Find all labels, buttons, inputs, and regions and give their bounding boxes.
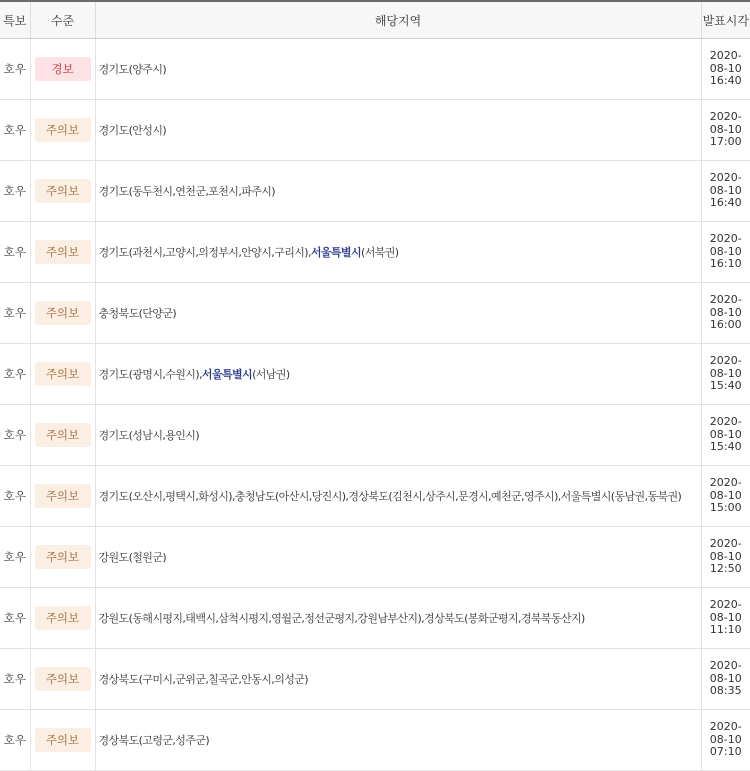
table-body	[0, 39, 750, 771]
level-cell	[30, 283, 95, 344]
warning-type: 호우	[0, 283, 30, 344]
warning-type: 호우	[0, 405, 30, 466]
region-text: 경기도(광명시,수원시),	[99, 368, 202, 381]
issue-year: 2020-	[702, 599, 750, 612]
table-row	[0, 466, 750, 527]
region-cell	[95, 466, 701, 527]
region-cell	[95, 527, 701, 588]
region-cell	[95, 283, 701, 344]
table-row	[0, 405, 750, 466]
level-badge: 주의보	[35, 545, 91, 569]
warning-type: 호우	[0, 222, 30, 283]
issue-date: 08-10	[702, 673, 750, 686]
region-text: 충청북도(단양군)	[99, 307, 177, 320]
level-badge: 경보	[35, 57, 91, 81]
issue-time	[701, 39, 750, 100]
table-row	[0, 283, 750, 344]
level-badge: 주의보	[35, 362, 91, 386]
issue-year: 2020-	[702, 294, 750, 307]
level-badge: 주의보	[35, 606, 91, 630]
level-badge: 주의보	[35, 484, 91, 508]
warning-type: 호우	[0, 527, 30, 588]
region-cell	[95, 100, 701, 161]
level-cell	[30, 344, 95, 405]
issue-time	[701, 466, 750, 527]
level-badge: 주의보	[35, 240, 91, 264]
issue-year: 2020-	[702, 538, 750, 551]
issue-time	[701, 100, 750, 161]
level-cell	[30, 161, 95, 222]
issue-date: 08-10	[702, 734, 750, 747]
region-text: 경기도(안성시)	[99, 124, 167, 137]
region-cell	[95, 39, 701, 100]
table-row	[0, 649, 750, 710]
region-text: 경기도(동두천시,연천군,포천시,파주시)	[99, 185, 276, 198]
issue-year: 2020-	[702, 355, 750, 368]
level-badge: 주의보	[35, 118, 91, 142]
header-level: 수준	[30, 1, 95, 39]
level-cell	[30, 222, 95, 283]
table-row	[0, 39, 750, 100]
issue-time	[701, 588, 750, 649]
issue-date: 08-10	[702, 307, 750, 320]
region-text: 경기도(양주시)	[99, 63, 167, 76]
issue-year: 2020-	[702, 233, 750, 246]
issue-year: 2020-	[702, 721, 750, 734]
table-row	[0, 710, 750, 771]
warning-type: 호우	[0, 39, 30, 100]
issue-year: 2020-	[702, 477, 750, 490]
issue-time	[701, 161, 750, 222]
level-cell	[30, 710, 95, 771]
warning-type: 호우	[0, 161, 30, 222]
table-row	[0, 100, 750, 161]
warning-type: 호우	[0, 710, 30, 771]
level-badge: 주의보	[35, 301, 91, 325]
region-text: 경상북도(구미시,군위군,칠곡군,안동시,의성군)	[99, 673, 308, 686]
issue-date: 08-10	[702, 551, 750, 564]
region-text: 경상북도(고령군,성주군)	[99, 734, 210, 747]
issue-time	[701, 527, 750, 588]
region-cell	[95, 344, 701, 405]
level-badge: 주의보	[35, 179, 91, 203]
level-badge: 주의보	[35, 423, 91, 447]
issue-clock: 16:40	[702, 197, 750, 210]
region-text: 경기도(성남시,용인시)	[99, 429, 200, 442]
issue-clock: 08:35	[702, 685, 750, 698]
table-row	[0, 222, 750, 283]
table-row	[0, 588, 750, 649]
issue-date: 08-10	[702, 612, 750, 625]
issue-clock: 12:50	[702, 563, 750, 576]
level-cell	[30, 588, 95, 649]
issue-date: 08-10	[702, 185, 750, 198]
level-badge: 주의보	[35, 667, 91, 691]
region-text: 경기도(오산시,평택시,화성시),충청남도(아산시,당진시),경상북도(김천시,상주시,문경시,예천군,영주시),서울특별시(동남권,동북권)	[99, 490, 682, 503]
region-cell	[95, 405, 701, 466]
issue-clock: 15:40	[702, 441, 750, 454]
issue-time	[701, 649, 750, 710]
issue-date: 08-10	[702, 124, 750, 137]
highlighted-region: 서울특별시	[202, 368, 252, 381]
issue-clock: 16:10	[702, 258, 750, 271]
table-row	[0, 344, 750, 405]
region-cell	[95, 710, 701, 771]
level-cell	[30, 100, 95, 161]
level-cell	[30, 466, 95, 527]
level-cell	[30, 527, 95, 588]
region-cell	[95, 588, 701, 649]
issue-clock: 15:40	[702, 380, 750, 393]
region-suffix: (서남권)	[252, 368, 289, 381]
region-cell	[95, 649, 701, 710]
region-suffix: (서북권)	[361, 246, 398, 259]
issue-date: 08-10	[702, 63, 750, 76]
level-cell	[30, 39, 95, 100]
issue-time	[701, 222, 750, 283]
issue-date: 08-10	[702, 246, 750, 259]
issue-clock: 11:10	[702, 624, 750, 637]
issue-clock: 16:00	[702, 319, 750, 332]
issue-date: 08-10	[702, 490, 750, 503]
issue-date: 08-10	[702, 368, 750, 381]
level-cell	[30, 405, 95, 466]
issue-time	[701, 405, 750, 466]
issue-time	[701, 283, 750, 344]
region-text: 강원도(동해시평지,태백시,삼척시평지,영월군,정선군평지,강원남부산지),경상북도(봉화군평지,경북북동산지)	[99, 612, 585, 625]
issue-year: 2020-	[702, 416, 750, 429]
issue-clock: 15:00	[702, 502, 750, 515]
header-time: 발표시각	[701, 1, 750, 39]
issue-year: 2020-	[702, 660, 750, 673]
issue-clock: 16:40	[702, 75, 750, 88]
table-row	[0, 527, 750, 588]
issue-clock: 07:10	[702, 746, 750, 759]
issue-clock: 17:00	[702, 136, 750, 149]
level-cell	[30, 649, 95, 710]
warning-type: 호우	[0, 588, 30, 649]
warning-type: 호우	[0, 466, 30, 527]
header-type: 특보	[0, 1, 30, 39]
header-region: 해당지역	[95, 1, 701, 39]
level-badge: 주의보	[35, 728, 91, 752]
warning-type: 호우	[0, 649, 30, 710]
issue-time	[701, 710, 750, 771]
warning-type: 호우	[0, 344, 30, 405]
issue-year: 2020-	[702, 50, 750, 63]
table-header-row	[0, 1, 750, 39]
issue-date: 08-10	[702, 429, 750, 442]
region-text: 강원도(철원군)	[99, 551, 167, 564]
warning-type: 호우	[0, 100, 30, 161]
region-cell	[95, 161, 701, 222]
region-text: 경기도(과천시,고양시,의정부시,안양시,구리시),	[99, 246, 311, 259]
issue-year: 2020-	[702, 111, 750, 124]
table-row	[0, 161, 750, 222]
issue-time	[701, 344, 750, 405]
issue-year: 2020-	[702, 172, 750, 185]
region-cell	[95, 222, 701, 283]
highlighted-region: 서울특별시	[311, 246, 361, 259]
